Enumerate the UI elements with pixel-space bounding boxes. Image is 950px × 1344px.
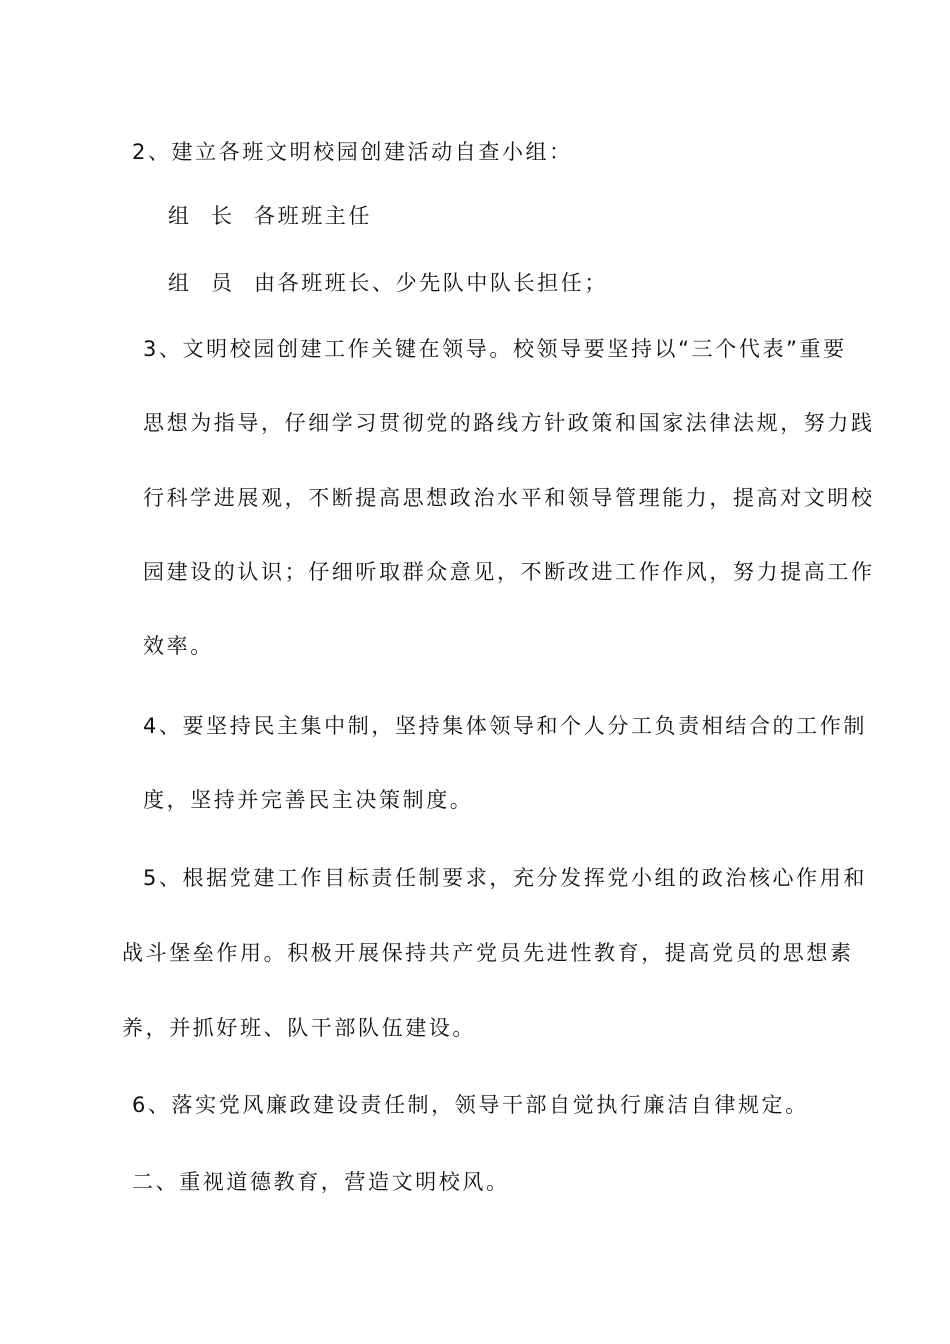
- item-4-line-2: 度，坚持并完善民主决策制度。: [143, 788, 474, 812]
- item-4-line-1: 4、要坚持民主集中制，坚持集体领导和个人分工负责相结合的工作制: [143, 714, 867, 738]
- section-2-heading: 二、重视道德教育，营造文明校风。: [132, 1170, 510, 1194]
- item-2-heading: 2、建立各班文明校园创建活动自查小组：: [132, 140, 573, 164]
- group-leader-value: 各班班主任: [254, 204, 372, 228]
- item-3-line-5: 效率。: [143, 634, 214, 658]
- group-members-label: 组员: [168, 271, 254, 295]
- item-5-line-2: 战斗堡垒作用。积极开展保持共产党员先进性教育，提高党员的思想素: [122, 941, 854, 965]
- item-5-line-3: 养，并抓好班、队干部队伍建设。: [122, 1016, 476, 1040]
- group-leader-label: 组长: [168, 204, 254, 228]
- group-leader-row: [168, 201, 372, 231]
- item-3-line-1: 3、文明校园创建工作关键在领导。校领导要坚持以“三个代表”重要: [143, 337, 847, 361]
- item-6: 6、落实党风廉政建设责任制，领导干部自觉执行廉洁自律规定。: [132, 1093, 809, 1117]
- group-members-row: [168, 268, 608, 298]
- item-5-line-1: 5、根据党建工作目标责任制要求，充分发挥党小组的政治核心作用和: [143, 866, 867, 890]
- item-3-line-3: 行科学进展观，不断提高思想政治水平和领导管理能力，提高对文明校: [143, 486, 875, 510]
- item-3-line-4: 园建设的认识；仔细听取群众意见，不断改进工作作风，努力提高工作: [143, 560, 875, 584]
- item-3-line-2: 思想为指导，仔细学习贯彻党的路线方针政策和国家法律法规，努力践: [143, 411, 875, 435]
- group-members-value: 由各班班长、少先队中队长担任；: [254, 271, 608, 295]
